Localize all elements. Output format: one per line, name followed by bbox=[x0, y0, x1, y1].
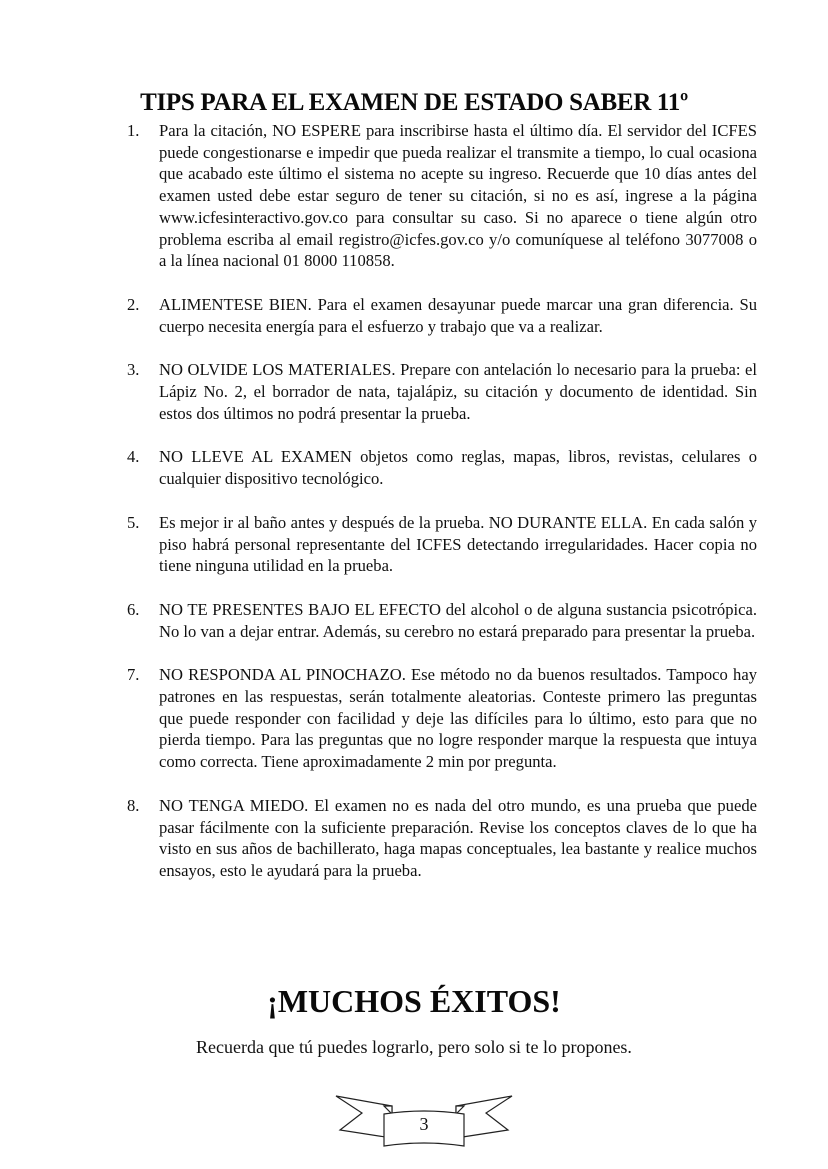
tip-text: NO LLEVE AL EXAMEN objetos como reglas, mapas, libros, revistas, celulares o cualquier dispositivo tecnológico. bbox=[159, 447, 757, 489]
tips-list bbox=[127, 120, 757, 882]
closing-subtitle: Recuerda que tú puedes lograrlo, pero solo si te lo propones. bbox=[196, 1037, 632, 1057]
tip-item-2 bbox=[127, 294, 757, 337]
tip-number: 1. bbox=[127, 121, 140, 140]
tip-number: 5. bbox=[127, 512, 140, 532]
tip-item-3 bbox=[127, 359, 757, 424]
tip-text: NO OLVIDE LOS MATERIALES. Prepare con antelación lo necesario para la prueba: el Lápiz No. 2, el borrador de nata, tajalápiz, su citación y documento de identidad. Sin estos dos últimos no podrá presentar la prueba. bbox=[159, 360, 757, 423]
tip-item-4 bbox=[127, 446, 757, 489]
tip-item-5 bbox=[127, 512, 757, 577]
tip-text: Es mejor ir al baño antes y después de la prueba. NO DURANTE ELLA. En cada salón y piso habrá personal representante del ICFES detectando irregularidades. Hacer copia no tiene ninguna utilidad en la prueba. bbox=[159, 512, 757, 576]
tip-text: Para la citación, NO ESPERE para inscribirse hasta el último día. El servidor del ICFES puede congestionarse e impedir que pueda realizar el transmite a tiempo, lo cual ocasiona que acabado este último el sistema no acepte su ingreso. Recuerde que 10 días antes del examen usted debe estar seguro de tener su citación, si no es así, ingrese a la página www.icfesinteractivo.gov.co para consultar su caso. Si no aparece o tiene algún otro problema escriba al email registro@icfes.gov.co y/o comuníquese al teléfono 3077008 o a la línea nacional 01 8000 110858. bbox=[159, 121, 757, 271]
page-number: 3 bbox=[419, 1114, 429, 1134]
tip-text: NO TENGA MIEDO. El examen no es nada del otro mundo, es una prueba que puede pasar fácilmente con la suficiente preparación. Revise los conceptos claves de lo que ha visto en sus años de bachillerato, haga mapas conceptuales, lea bastante y realice muchos ensayos, esto le ayudará para la prueba. bbox=[159, 795, 757, 880]
tip-text: NO TE PRESENTES BAJO EL EFECTO del alcohol o de alguna sustancia psicotrópica. No lo van a dejar entrar. Además, su cerebro no estará preparado para presentar la prueba. bbox=[159, 599, 757, 641]
page-title: TIPS PARA EL EXAMEN DE ESTADO SABER 11º bbox=[140, 88, 688, 116]
tip-item-8 bbox=[127, 795, 757, 882]
tip-text: ALIMENTESE BIEN. Para el examen desayunar puede marcar una gran diferencia. Su cuerpo necesita energía para el esfuerzo y trabajo que va a realizar. bbox=[159, 294, 757, 336]
tip-number: 7. bbox=[127, 665, 140, 685]
tip-number: 2. bbox=[127, 294, 140, 314]
closing-title: ¡MUCHOS ÉXITOS! bbox=[267, 983, 561, 1019]
tip-item-6 bbox=[127, 599, 757, 642]
tip-text: NO RESPONDA AL PINOCHAZO. Ese método no da buenos resultados. Tampoco hay patrones en las respuestas, serán totalmente aleatorias. Conteste primero las preguntas que puede responder con facilidad y deje las difíciles para lo último, esto para que no pierda tiempo. Para las preguntas que no logre responder marque la respuesta que intuya como correcta. Tiene aproximadamente 2 min por pregunta. bbox=[159, 665, 757, 772]
tip-number: 8. bbox=[127, 795, 140, 815]
tip-number: 3. bbox=[127, 360, 140, 380]
tip-number: 6. bbox=[127, 599, 140, 619]
tip-item-7 bbox=[127, 664, 757, 773]
tip-number: 4. bbox=[127, 447, 140, 467]
tip-item-1 bbox=[127, 120, 757, 272]
